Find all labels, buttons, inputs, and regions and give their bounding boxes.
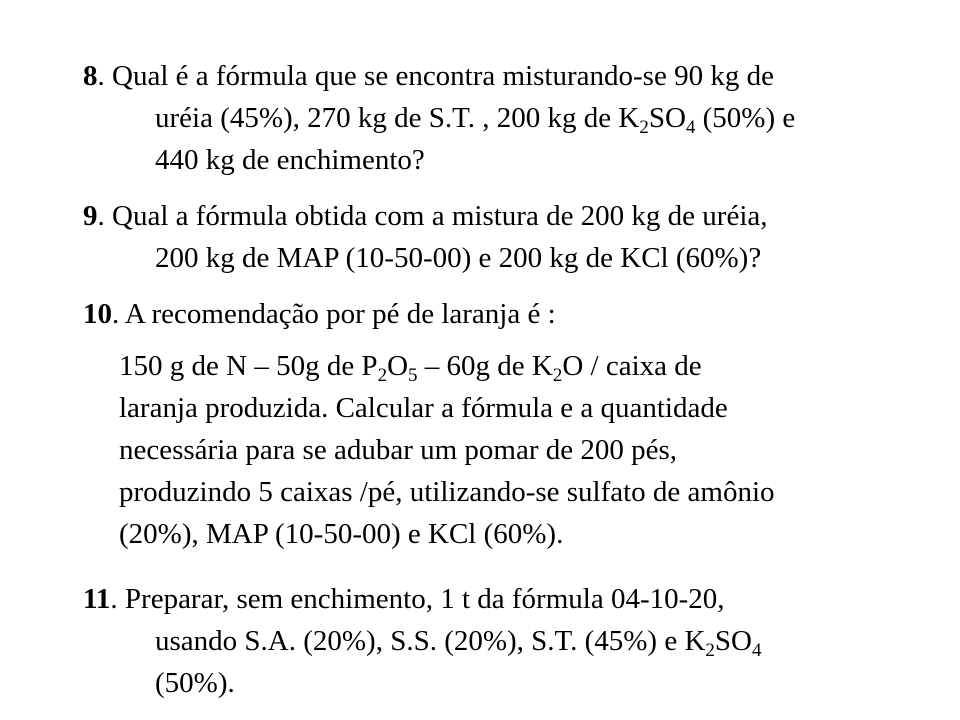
q10-body-line-3: necessária para se adubar um pomar de 200 pés, [119, 434, 678, 466]
q10-body-line-5: (20%), MAP (10-50-00) e KCl (60%). [119, 518, 564, 550]
q10-b-text-2: – 60g de K [417, 350, 553, 382]
q11-text-2: usando S.A. (20%), S.S. (20%), S.T. (45%) e K [155, 625, 706, 657]
q10-b-text-o: O [387, 350, 409, 382]
question-9 [83, 195, 919, 279]
q8-line-3 [119, 139, 919, 181]
q9-number: 9 [83, 200, 98, 232]
question-10-body [119, 345, 775, 555]
question-11 [83, 578, 919, 704]
q11-line-1 [83, 578, 919, 620]
q8-text-4: 440 kg de enchimento? [155, 144, 425, 176]
q8-sub-4: 4 [685, 117, 696, 138]
q11-sub-k2: 2 [705, 640, 715, 661]
q10-body-line-1 [119, 345, 775, 387]
q10-b-text-1: 150 g de N – 50g de P [119, 350, 378, 382]
q10-line-1 [83, 293, 919, 335]
q10-number: 10 [83, 298, 112, 330]
q11-line-3 [119, 662, 919, 704]
q8-text-1: . Qual é a fórmula que se encontra misturando-se 90 kg de [97, 60, 774, 92]
q10-body-line-2: laranja produzida. Calcular a fórmula e a quantidade [119, 392, 728, 424]
q8-sub-k2: 2 [639, 117, 649, 138]
q10-b-text-3: O / caixa de [562, 350, 702, 382]
q11-sub-4: 4 [751, 640, 762, 661]
q11-text-1: . Preparar, sem enchimento, 1 t da fórmula 04-10-20, [110, 583, 725, 615]
q10-intro: . A recomendação por pé de laranja é : [112, 298, 556, 330]
q11-line-2 [119, 620, 919, 662]
q9-line-1 [83, 195, 919, 237]
q10-sub-5: 5 [408, 365, 418, 386]
q8-text-3: (50%) e [695, 102, 796, 134]
q9-line-2 [119, 237, 919, 279]
q10-body-line-4: produzindo 5 caixas /pé, utilizando-se sulfato de amônio [119, 476, 775, 508]
q8-text-2: uréia (45%), 270 kg de S.T. , 200 kg de K [155, 102, 640, 134]
q10-sub-k2: 2 [552, 365, 563, 386]
question-8 [83, 55, 919, 181]
q11-number: 11 [83, 583, 111, 615]
q10-sub-p2: 2 [377, 365, 388, 386]
q9-text-1: . Qual a fórmula obtida com a mistura de 200 kg de uréia, [97, 200, 768, 232]
q8-number: 8 [83, 60, 98, 92]
q11-text-so: SO [714, 625, 752, 657]
question-10 [83, 293, 919, 335]
q11-text-3: (50%). [155, 667, 235, 699]
q8-text-so: SO [648, 102, 686, 134]
q8-line-2 [119, 97, 919, 139]
q9-text-2: 200 kg de MAP (10-50-00) e 200 kg de KCl (60%)? [155, 242, 762, 274]
q8-line-1 [83, 55, 919, 97]
